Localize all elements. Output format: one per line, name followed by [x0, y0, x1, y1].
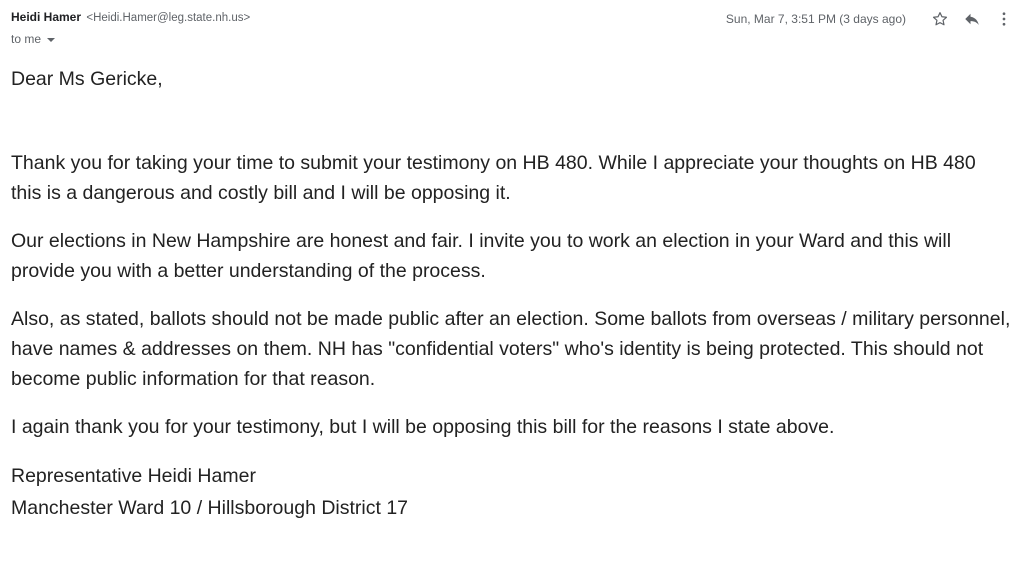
sender-name[interactable]: Heidi Hamer	[11, 10, 82, 24]
email-paragraph-1: Thank you for taking your time to submit your testimony on HB 480. While I appreciate your thoughts on HB 480 this is a dangerous and costly bill and I will be opposing it.	[11, 152, 976, 204]
sender-email[interactable]: <Heidi.Hamer@leg.state.nh.us>	[86, 12, 251, 24]
email-greeting: Dear Ms Gericke,	[11, 68, 163, 90]
email-meta	[726, 9, 1016, 29]
email-paragraph-2: Our elections in New Hampshire are honest and fair. I invite you to work an election in your Ward and this will provide you with a better understanding of the process.	[11, 230, 952, 282]
email-paragraph-4: I again thank you for your testimony, but I will be opposing this bill for the reasons I state above.	[11, 416, 835, 438]
chevron-down-icon[interactable]	[47, 38, 55, 42]
email-date: Sun, Mar 7, 3:51 PM (3 days ago)	[725, 12, 906, 26]
recipient-details-toggle[interactable]	[11, 31, 55, 47]
email-signature	[11, 460, 1011, 524]
to-label: to me	[11, 32, 42, 46]
star-icon[interactable]	[928, 9, 952, 29]
email-paragraph-3: Also, as stated, ballots should not be made public after an election. Some ballots from overseas / military personnel, have names & addresses on them. NH has "confidential voters" who's identity is being protected. This should not become public information for that reason.	[11, 308, 1011, 390]
reply-icon[interactable]	[960, 9, 984, 29]
sender-line	[11, 9, 250, 26]
signature-line-2: Manchester Ward 10 / Hillsborough District 17	[11, 497, 409, 519]
signature-line-1: Representative Heidi Hamer	[11, 465, 256, 487]
more-vert-icon[interactable]	[992, 9, 1016, 29]
email-header	[11, 9, 1016, 49]
email-body	[11, 64, 1011, 524]
